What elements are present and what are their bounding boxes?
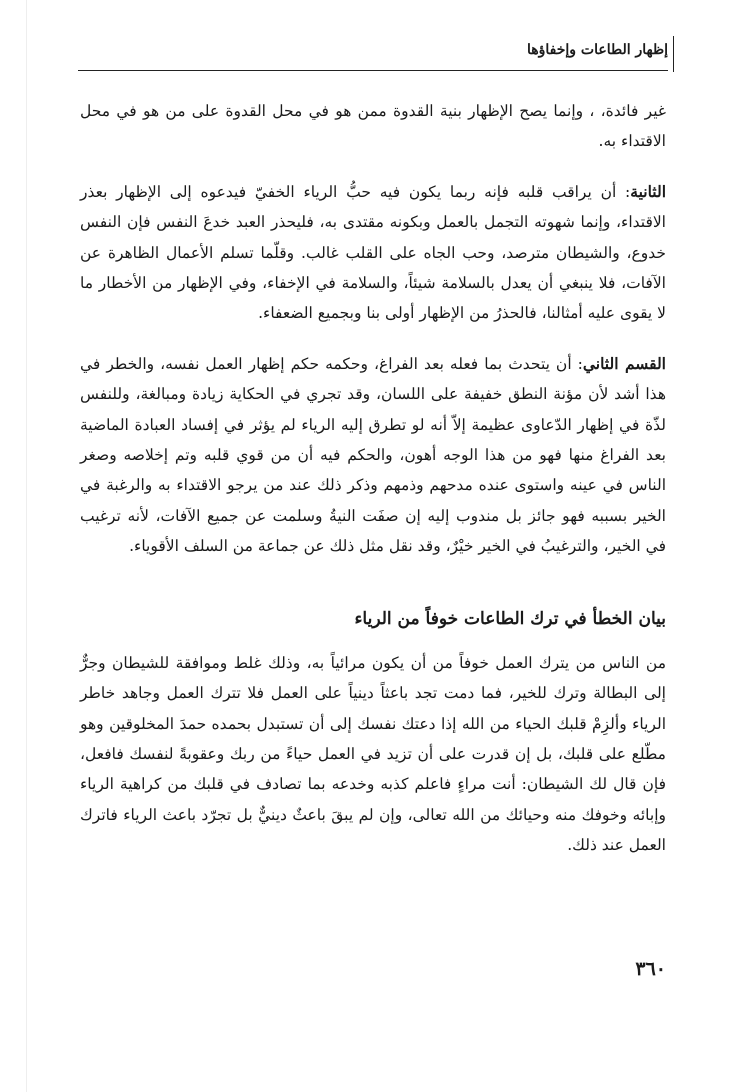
running-header: إظهار الطاعات وإخفاؤها bbox=[526, 42, 668, 58]
page-number: ٣٦٠ bbox=[635, 958, 666, 980]
paragraph-text: غير فائدة، ، وإنما يصح الإظهار بنية القدوة ممن هو في محل القدوة على من هو في محل الاقتداء به. bbox=[80, 102, 666, 151]
section-paragraph bbox=[80, 648, 666, 861]
paragraph-label: القسم الثاني bbox=[582, 353, 666, 373]
paragraph-text: من الناس من يترك العمل خوفاً من أن يكون مرائياً به، وذلك غلط وموافقة للشيطان وجرٌّ إلى البطالة وترك للخير، فما دمت تجد باعثاً دينياً على العمل فلا تترك العمل وجاهد خاطر الرياء وألزِمْ قلبك الحياء من الله إذا دعتك نفسك إلى أن تستبدل بحمده حمدَ المخلوقين وهو مطّلع على قلبك، بل إن قدرت على أن تزيد في العمل حياءً من ربك وعقوبةً لنفسك فافعل، فإن قال لك الشيطان: أنت مراءٍ فاعلم كذبه وخدعه بما تصادف في قلبك من كراهية الرياء وإبائه وخوفك منه وحيائك من الله تعالى، وإن لم يبقَ باعثٌ دينيٌّ بل تجرّد باعث الرياء فاترك العمل عند ذلك. bbox=[80, 653, 666, 855]
header-rule bbox=[78, 70, 668, 71]
paragraph-continuation bbox=[80, 96, 666, 157]
paragraph-text: : أن يتحدث بما فعله بعد الفراغ، وحكمه حكم إظهار العمل نفسه، والخطر في هذا أشد لأن مؤنة النطق خفيفة على اللسان، وقد تجري في الحكاية زيادة ومبالغة، وللنفس لذّة في إظهار الدّعاوى عظيمة إلاّ أنه لو تطرق إليه الرياء لم يؤثر في إفساد العبادة الماضية بعد الفراغ منها فهو من هذا الوجه أهون، والحكم فيه أن من قوي قلبه وتم إخلاصه وصغر الناس في عينه واستوى عنده مدحهم وذمهم وذكر ذلك عند من يرجو الاقتداء به والرغبة في الخير بسببه فهو جائز بل مندوب إليه إن صفَت النيةُ وسلمت عن جميع الآفات، لأنه ترغيب في الخير، والترغيبُ في الخير خيْرٌ، وقد نقل مثل ذلك عن جماعة من السلف الأقوياء. bbox=[80, 354, 666, 556]
page-body bbox=[80, 96, 666, 861]
section-heading: بيان الخطأ في ترك الطاعات خوفاً من الرياء bbox=[354, 608, 666, 629]
paragraph-second-section bbox=[80, 349, 666, 562]
scan-edge-line bbox=[26, 0, 27, 1092]
paragraph-gap bbox=[80, 329, 666, 349]
section-gap bbox=[80, 562, 666, 602]
header-rule-vertical bbox=[673, 36, 674, 72]
paragraph-label: الثانية bbox=[630, 181, 666, 201]
heading-gap bbox=[80, 636, 666, 648]
paragraph-second-point bbox=[80, 177, 666, 329]
paragraph-gap bbox=[80, 157, 666, 177]
paragraph-text: : أن يراقب قلبه فإنه ربما يكون فيه حبُّ الرياء الخفيّ فيدعوه إلى الإظهار بعذر الاقتداء، وإنما شهوته التجمل بالعمل وبكونه مقتدى به، فليحذر العبد خدعَ النفس فإن النفس خدوع، والشيطان مترصد، وحب الجاه على القلب غالب. وقلّما تسلم الأعمال الظاهرة عن الآفات، فلا ينبغي أن يعدل بالسلامة شيئاً، والسلامة في الإخفاء، وفي الإظهار من الأخطار ما لا يقوى عليه أمثالنا، فالحذرُ من الإظهار أولى بنا وبجميع الضعفاء. bbox=[80, 182, 666, 323]
